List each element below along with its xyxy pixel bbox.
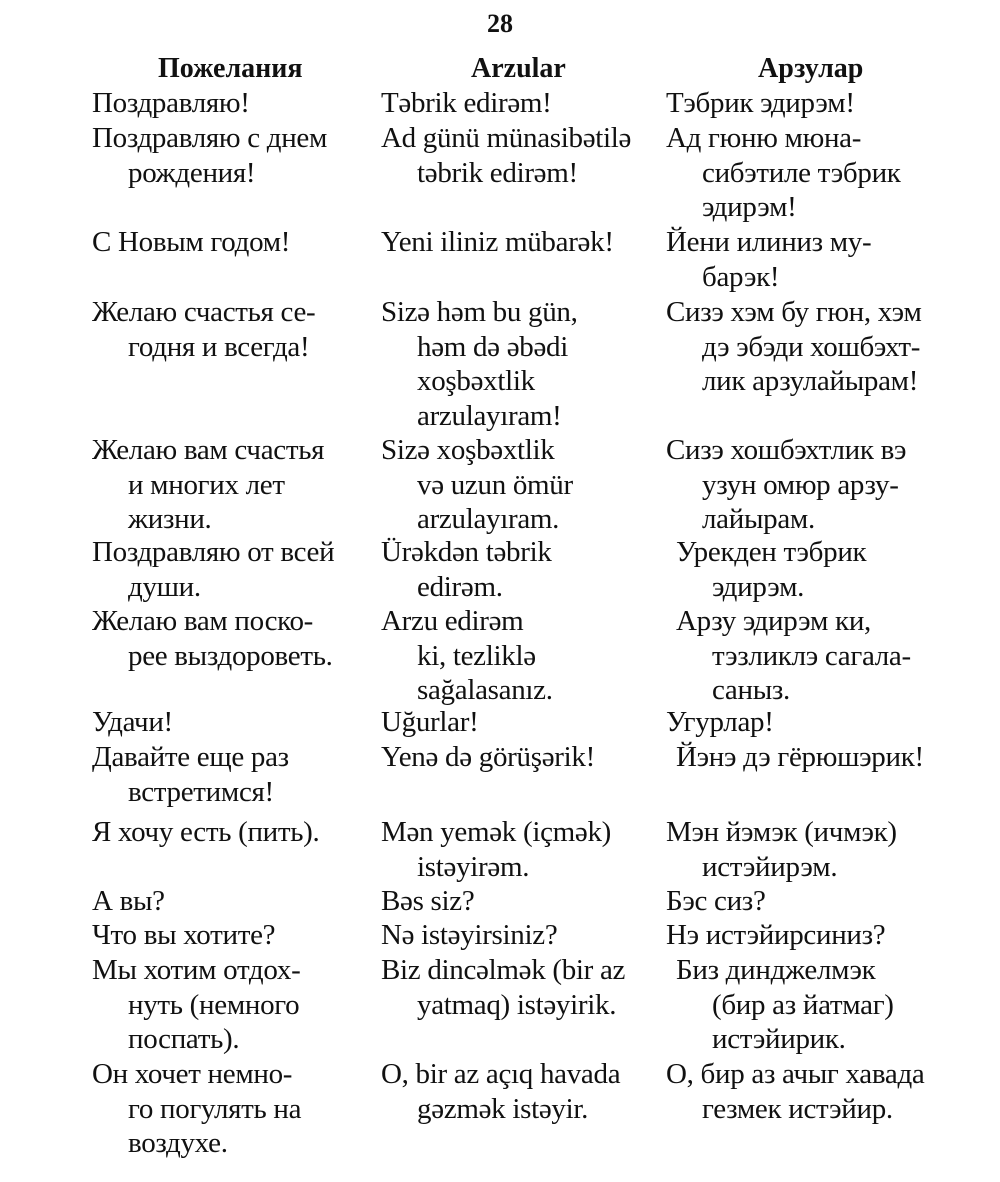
phrase-line: Йени илиниз му-: [666, 226, 872, 258]
phrase-line: истэйирэм.: [702, 850, 838, 883]
phrase-line: Мы хотим отдох-: [92, 954, 301, 986]
azerbaijani-phrase: [381, 953, 625, 1022]
header-russian: Пожелания: [158, 53, 303, 84]
phrase-line: istəyirəm.: [417, 850, 530, 883]
azerbaijani-phrase: [381, 86, 552, 121]
phrase-line: Желаю вам счастья: [92, 434, 325, 466]
azerbaijani-phrase: [381, 121, 631, 190]
russian-phrase: [92, 433, 324, 537]
cyrillic-phrase: [666, 1057, 924, 1126]
phrase-line: gəzmək istəyir.: [417, 1092, 589, 1125]
phrase-line: гезмек истэйир.: [702, 1092, 893, 1125]
azerbaijani-phrase: [381, 705, 478, 740]
phrase-line: edirəm.: [417, 570, 503, 603]
azerbaijani-phrase: [381, 815, 611, 884]
phrase-line: Желаю вам поско-: [92, 605, 314, 637]
russian-phrase: [92, 918, 275, 953]
phrase-line: и многих лет: [128, 468, 285, 501]
azerbaijani-phrase: [381, 295, 578, 433]
phrase-line: Yenə də görüşərik!: [381, 741, 595, 773]
cyrillic-phrase: [676, 535, 866, 604]
phrase-line: Йэнэ дэ гёрюшэрик!: [676, 741, 924, 773]
phrase-line: sağalasanız.: [417, 674, 553, 706]
phrase-line: Удачи!: [92, 706, 173, 738]
phrase-line: лик арзулайырам!: [702, 365, 919, 397]
phrase-line: рождения!: [128, 156, 256, 189]
header-azerbaijani: Arzular: [471, 53, 566, 84]
phrase-line: Мэн йэмэк (ичмэк): [666, 816, 897, 848]
azerbaijani-phrase: [381, 884, 474, 919]
russian-phrase: [92, 604, 333, 673]
header-cyrillic: Арзулар: [758, 53, 864, 84]
phrase-line: Угурлар!: [666, 706, 774, 738]
cyrillic-phrase: [666, 705, 774, 740]
cyrillic-phrase: [666, 225, 871, 294]
cyrillic-phrase: [666, 86, 855, 121]
cyrillic-phrase: [676, 953, 894, 1057]
phrase-line: Поздравляю!: [92, 87, 250, 119]
phrase-line: (бир аз йатмаг): [712, 988, 894, 1021]
phrase-line: Тэбрик эдирэм!: [666, 87, 855, 119]
phrase-line: Ürəkdən təbrik: [381, 536, 552, 568]
azerbaijani-phrase: [381, 535, 552, 604]
russian-phrase: [92, 86, 250, 121]
phrase-line: С Новым годом!: [92, 226, 291, 258]
cyrillic-phrase: [676, 604, 911, 708]
russian-phrase: [92, 1057, 301, 1161]
azerbaijani-phrase: [381, 1057, 620, 1126]
phrase-line: узун омюр арзу-: [702, 468, 899, 501]
phrase-line: arzulayıram!: [417, 399, 562, 432]
azerbaijani-phrase: [381, 918, 557, 953]
phrase-line: Arzu edirəm: [381, 605, 524, 637]
russian-phrase: [92, 884, 165, 919]
azerbaijani-phrase: [381, 433, 573, 537]
phrase-line: xoşbəxtlik: [417, 365, 535, 397]
phrase-line: воздухе.: [128, 1127, 228, 1159]
russian-phrase: [92, 225, 290, 260]
phrase-line: Mən yemək (içmək): [381, 816, 612, 848]
phrase-line: Təbrik edirəm!: [381, 87, 552, 119]
phrase-line: саныз.: [712, 674, 791, 706]
phrase-line: барэк!: [702, 260, 780, 293]
phrase-line: лайырам.: [702, 503, 815, 535]
phrase-line: və uzun ömür: [417, 468, 573, 501]
cyrillic-phrase: [666, 433, 906, 537]
cyrillic-phrase: [676, 740, 924, 775]
russian-phrase: [92, 815, 320, 850]
cyrillic-phrase: [666, 295, 922, 399]
phrase-line: Что вы хотите?: [92, 919, 276, 951]
phrase-line: Sizə xoşbəxtlik: [381, 434, 555, 466]
russian-phrase: [92, 535, 334, 604]
phrase-line: Yeni iliniz mübarək!: [381, 226, 614, 258]
phrase-line: Nə istəyirsiniz?: [381, 919, 558, 951]
russian-phrase: [92, 121, 327, 190]
phrase-line: Желаю счастья се-: [92, 296, 316, 328]
russian-phrase: [92, 953, 300, 1057]
azerbaijani-phrase: [381, 604, 553, 708]
phrase-line: O, bir az açıq havada: [381, 1058, 621, 1090]
phrase-line: нуть (немного: [128, 988, 300, 1021]
russian-phrase: [92, 295, 315, 364]
phrase-line: души.: [128, 570, 201, 603]
russian-phrase: [92, 705, 173, 740]
phrase-line: жизни.: [128, 503, 212, 535]
phrase-line: ki, tezliklə: [417, 639, 536, 672]
cyrillic-phrase: [666, 918, 885, 953]
phrase-line: yatmaq) istəyirik.: [417, 988, 617, 1021]
phrase-line: годня и всегда!: [128, 330, 310, 363]
phrase-line: Biz dincəlmək (bir az: [381, 954, 626, 986]
phrase-line: рее выздороветь.: [128, 639, 333, 672]
phrase-line: Uğurlar!: [381, 706, 479, 738]
phrase-line: Поздравляю от всей: [92, 536, 335, 568]
cyrillic-phrase: [666, 815, 897, 884]
phrase-line: Он хочет немно-: [92, 1058, 293, 1090]
phrase-line: Я хочу есть (пить).: [92, 816, 320, 848]
phrase-line: Sizə həm bu gün,: [381, 296, 578, 328]
phrase-line: поспать).: [128, 1023, 240, 1055]
phrase-line: сибэтиле тэбрик: [702, 156, 901, 189]
phrase-line: А вы?: [92, 885, 165, 917]
phrase-line: təbrik edirəm!: [417, 156, 578, 189]
page-number: 28: [487, 9, 513, 38]
phrase-line: Ad günü münasibətilə: [381, 122, 632, 154]
phrase-line: Урекден тэбрик: [676, 536, 867, 568]
phrase-line: Биз динджелмэк: [676, 954, 876, 986]
azerbaijani-phrase: [381, 740, 595, 775]
phrase-line: О, бир аз ачыг хавада: [666, 1058, 925, 1090]
russian-phrase: [92, 740, 289, 809]
phrase-line: Ад гюню мюна-: [666, 122, 862, 154]
phrase-line: дэ эбэди хошбэхт-: [702, 330, 921, 363]
phrase-line: Сизэ хэм бу гюн, хэм: [666, 296, 922, 328]
azerbaijani-phrase: [381, 225, 614, 260]
phrase-line: Поздравляю с днем: [92, 122, 328, 154]
phrase-line: тэзликлэ сагала-: [712, 639, 911, 672]
phrase-line: həm də əbədi: [417, 330, 569, 363]
phrase-line: Арзу эдирэм ки,: [676, 605, 871, 637]
phrase-line: встретимся!: [128, 775, 274, 808]
cyrillic-phrase: [666, 121, 901, 225]
cyrillic-phrase: [666, 884, 766, 919]
phrase-line: Нэ истэйирсиниз?: [666, 919, 886, 951]
phrase-line: го погулять на: [128, 1092, 302, 1125]
phrase-line: Bəs siz?: [381, 885, 475, 917]
phrase-line: эдирэм!: [702, 191, 797, 223]
phrase-line: Давайте еще раз: [92, 741, 289, 773]
phrase-line: Бэс сиз?: [666, 885, 766, 917]
phrase-line: arzulayıram.: [417, 503, 560, 535]
phrase-line: эдирэм.: [712, 570, 805, 603]
phrase-line: Сизэ хошбэхтлик вэ: [666, 434, 907, 466]
phrase-line: истэйирик.: [712, 1023, 846, 1055]
